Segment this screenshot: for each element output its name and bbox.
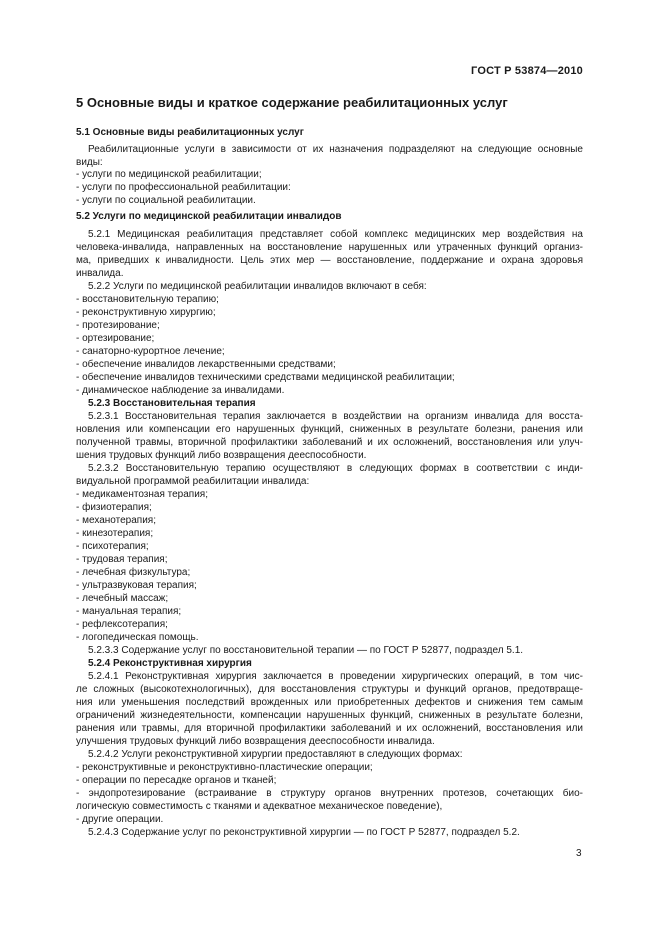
text-line: инвалида.: [76, 268, 124, 279]
text-line: - логопедическая помощь.: [76, 632, 199, 643]
text-line: виды:: [76, 157, 103, 168]
text-line: видуальной программой реабилитации инвалида:: [76, 476, 310, 487]
text-line: логическую совместимость с тканями и адекватное механическое поведение),: [76, 801, 443, 812]
text-line: - механотерапия;: [76, 515, 156, 526]
text-line: - динамическое наблюдение за инвалидами.: [76, 385, 285, 396]
text-line: - рефлексотерапия;: [76, 619, 168, 630]
text-line: 5.2.3.1 Восстановительная терапия заключается в воздействии на организм инвалида для восста-: [88, 411, 583, 422]
text-line: - протезирование;: [76, 320, 160, 331]
text-line: - другие операции.: [76, 814, 164, 825]
text-line: - услуги по медицинской реабилитации;: [76, 169, 262, 180]
text-line: ле сложных (высокотехнологичных), для восстановления структуры и функций органов, предотвраще-: [76, 684, 583, 695]
text-line: - услуги по профессиональной реабилитации:: [76, 182, 291, 193]
text-line: - восстановительную терапию;: [76, 294, 219, 305]
text-line: ния или уменьшения последствий врожденных или приобретенных дефектов и снижения тем самым: [76, 697, 583, 708]
text-line: - мануальная терапия;: [76, 606, 182, 617]
text-line: 5.2.4.3 Содержание услуг по реконструктивной хирургии — по ГОСТ Р 52877, подраздел 5.2.: [88, 827, 520, 838]
text-line: ранения или травмы, для вторичной профилактики заболеваний и их осложнений, восстановления или: [76, 723, 583, 734]
text-line: - реконструктивные и реконструктивно-пластические операции;: [76, 762, 373, 773]
text-line: 5.2.4.2 Услуги реконструктивной хирургии предоставляют в следующих формах:: [88, 749, 463, 760]
text-line: - трудовая терапия;: [76, 554, 168, 565]
text-line: - эндопротезирование (встраивание в структуру органов внутренних протезов, сочетающих био-: [76, 788, 583, 799]
page-number: 3: [576, 848, 582, 859]
text-line: - медикаментозная терапия;: [76, 489, 208, 500]
text-line: - обеспечение инвалидов техническими средствами медицинской реабилитации;: [76, 372, 455, 383]
text-line: 5.2.2 Услуги по медицинской реабилитации инвалидов включают в себя:: [88, 281, 427, 292]
text-line: - физиотерапия;: [76, 502, 152, 513]
section-heading: 5.1 Основные виды реабилитационных услуг: [76, 127, 304, 138]
text-line: - ультразвуковая терапия;: [76, 580, 197, 591]
text-line: - психотерапия;: [76, 541, 149, 552]
text-line: Реабилитационные услуги в зависимости от их назначения подразделяют на следующие основные: [88, 144, 583, 155]
text-line: - лечебный массаж;: [76, 593, 169, 604]
text-line: улучшения трудовых функций либо возвращения дееспособности инвалида.: [76, 736, 435, 747]
section-heading: 5.2.4 Реконструктивная хирургия: [88, 658, 252, 669]
text-line: новления или компенсации его нарушенных функций, сниженных в результате болезни, ранения или: [76, 424, 583, 435]
section-heading: 5.2 Услуги по медицинской реабилитации инвалидов: [76, 211, 342, 222]
text-line: - кинезотерапия;: [76, 528, 154, 539]
text-line: 5.2.3.2 Восстановительную терапию осуществляют в следующих формах в соответствии с инди-: [88, 463, 583, 474]
text-line: шения трудовых функций либо возвращения дееспособности.: [76, 450, 367, 461]
text-line: 5.2.1 Медицинская реабилитация представляет собой комплекс медицинских мер воздействия на: [88, 229, 583, 240]
text-line: 5.2.4.1 Реконструктивная хирургия заключается в проведении хирургических операций, в том чис-: [88, 671, 583, 682]
text-line: 5.2.3.3 Содержание услуг по восстановительной терапии — по ГОСТ Р 52877, подраздел 5.1.: [88, 645, 524, 656]
text-line: полученной травмы, вторичной профилактики заболеваний и их осложнений, восстановления или улуч-: [76, 437, 583, 448]
text-line: - операции по пересадке органов и тканей;: [76, 775, 277, 786]
text-line: ма, приведших к инвалидности. Цель этих мер — восстановление, поддержание и охрана здоровья: [76, 255, 583, 266]
text-line: - ортезирование;: [76, 333, 155, 344]
text-line: человека-инвалида, направленных на восстановление нарушенных или утраченных функций организ-: [76, 242, 583, 253]
text-line: - услуги по социальной реабилитации.: [76, 195, 256, 206]
text-line: - обеспечение инвалидов лекарственными средствами;: [76, 359, 336, 370]
document-code: ГОСТ Р 53874—2010: [471, 65, 583, 77]
section-title: 5 Основные виды и краткое содержание реабилитационных услуг: [76, 95, 508, 110]
text-line: - санаторно-курортное лечение;: [76, 346, 225, 357]
text-line: - лечебная физкультура;: [76, 567, 191, 578]
section-heading: 5.2.3 Восстановительная терапия: [88, 398, 256, 409]
text-line: ограничений жизнедеятельности, компенсации нарушенных функций, сниженных в результате болезни,: [76, 710, 583, 721]
text-line: - реконструктивную хирургию;: [76, 307, 216, 318]
